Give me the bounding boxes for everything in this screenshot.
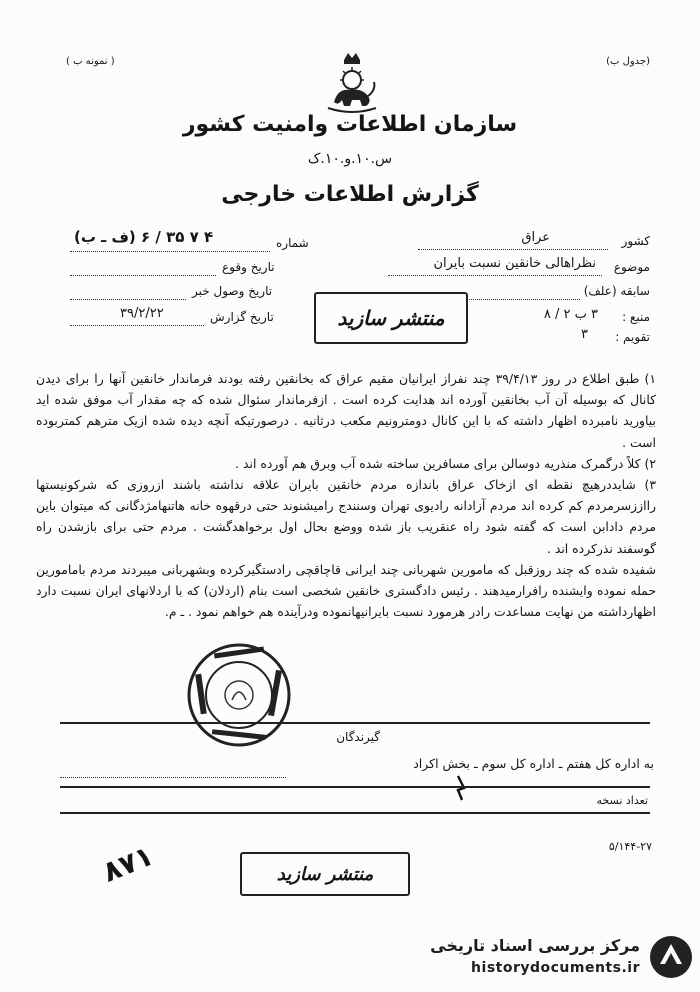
country-value: عراق <box>521 230 550 245</box>
handwritten-number: ۸۷۱ <box>98 838 158 889</box>
history-label: سابقه (علف) <box>583 284 650 298</box>
organization-name: سازمان اطلاعات وامنیت کشور <box>182 112 518 137</box>
subject-line <box>388 274 602 276</box>
footer-top-rule <box>60 722 650 724</box>
form-code: ۵/۱۴۴-۲۷ <box>608 840 652 853</box>
copies-label: تعداد نسخه <box>596 794 648 807</box>
recipients-line: به اداره کل هفتم ـ اداره کل سوم ـ بخش اکراد <box>413 756 654 771</box>
receipt-date-line <box>70 298 186 300</box>
number-line <box>70 250 270 252</box>
source-label: منبع : <box>622 310 650 324</box>
organization-code: س.۱۰.و.۱۰.ک <box>307 151 393 167</box>
form-sample-label: ( نمونه ب ) <box>66 56 115 67</box>
occurrence-date-label: تاریخ وقوع <box>222 260 275 274</box>
lion-and-sun-emblem-icon <box>322 50 382 114</box>
country-label: کشور <box>621 234 650 248</box>
bottom-publish-stamp-text: منتشر سازید <box>276 863 374 885</box>
history-center-logo-icon <box>648 934 694 980</box>
subject-value: نظراهالی خانقین نسبت بایران <box>433 256 596 271</box>
report-date-value: ۳۹/۲/۲۲ <box>120 306 164 321</box>
bottom-publish-stamp <box>240 852 410 896</box>
paragraph-2: ۲) کلاً درگمرک منذریه دوسالن برای مسافرین ساخته شده آب وبرق هم آورده اند . <box>235 455 656 471</box>
report-type-title: گزارش اطلاعات خارجی <box>221 182 479 207</box>
footer-bottom-rule <box>60 812 650 814</box>
publish-stamp <box>314 292 468 344</box>
watermark-url: historydocuments.ir <box>471 960 640 976</box>
rating-value: ۳ <box>581 327 588 342</box>
recipients-dotted-line <box>60 776 286 778</box>
report-date-label: تاریخ گزارش <box>210 310 274 324</box>
report-date-line <box>70 324 204 326</box>
organization-seal-icon <box>184 640 294 750</box>
report-body <box>36 368 656 622</box>
paragraph-1: ۱) طبق اطلاع در روز ۳۹/۴/۱۳ چند نفراز ایرانیان مقیم عراق که بخانقین رفته بودند فرماندار خانقین آنها را برای دیدن کانال که بوسیله آن آب بخانقین آورده اند هدایت کرده است . ازفرماندار سئوال شده که چه مقدار آب موفق شده اید بیاورید نامبرده اظهار داشته که با این کانال دومترونیم مکعب درثانیه . درصورتیکه آنچه دیده شده ازیک مترهم کمتربوده است . <box>36 371 656 450</box>
source-value: ۳ ب ۲ / ۸ <box>543 307 598 322</box>
paragraph-3: ۳) شایددرهیچ نقطه ای ازخاک عراق باندازه مردم خانقین بایران علاقه نداشته باشند ازروزی که شرکونیستها رااززسرمردم کم کرده اند مردم آزادانه رادیوی تهران وسنندج رامیشنوند حتی درقهوه خانه هاتنهامژدگانی که میتوان باین مردم دادابن است که گفته شود راه عنقریب باز شده ووضع بحال اول برخواهدگشت . مردم حتی برای بازشدن راه گوسفند نذرکرده اند . <box>36 477 656 556</box>
number-label: شماره <box>276 236 309 250</box>
watermark-title: مرکز بررسی اسناد تاریخی <box>430 936 640 955</box>
subject-label: موضوع <box>613 260 650 274</box>
table-type-label: (جدول ب) <box>606 56 650 67</box>
recipients-label: گیرندگان <box>336 730 380 744</box>
footer-mid-rule <box>60 786 650 788</box>
country-line <box>418 248 608 250</box>
number-value: ۴ ۷ ۳۵ / ۶ (ف ـ ب) <box>74 228 214 246</box>
publish-stamp-text: منتشر سازید <box>337 306 445 330</box>
handwritten-mark-icon <box>452 774 470 802</box>
receipt-date-label: تاریخ وصول خبر <box>192 284 273 298</box>
occurrence-date-line <box>70 274 216 276</box>
paragraph-4: شفیده شده که چند روزقبل که مامورین شهربانی چند ایرانی قاچاقچی رادستگیرکرده وبشهربانی میبردند مردم بامامورین حمله نموده وایشنده رافرارمیدهند . رئیس دادگستری خانقین شخصی است بنام (اردلان) که با اردلانهای ایران نسبت دارد اظهارداشته من نهایت مساعدت رادر هرمورد نسبت بایرانیهانموده ودرآینده هم خواهم نمود . ـ م. <box>36 561 656 620</box>
rating-label: تقویم : <box>615 330 650 344</box>
